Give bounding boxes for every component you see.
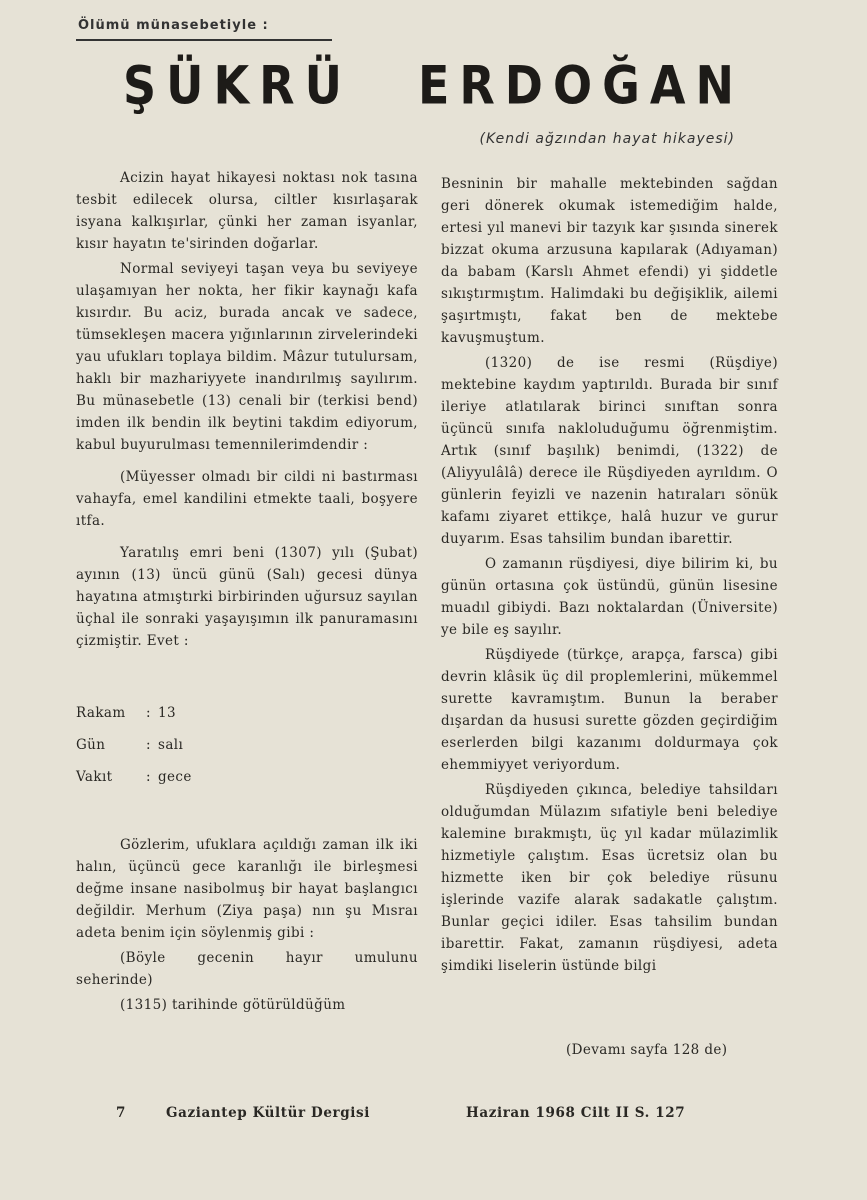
fact-row <box>76 734 418 766</box>
issue-info: Haziran 1968 Cilt II S. 127 <box>466 1105 686 1121</box>
article-subtitle: (Kendi ağzından hayat hikayesi) <box>479 131 735 147</box>
kicker-label: Ölümü münasebetiyle : <box>78 18 269 33</box>
birth-facts <box>76 702 418 798</box>
fact-row <box>76 766 418 798</box>
right-column <box>441 173 778 977</box>
paragraph: Rüşdiyeden çıkınca, belediye tahsildarı olduğumdan Mülazım sıfatiyle beni belediye kalemine bırakmıştı, üç yıl kadar mülazimlik hizmetiyle çalıştım. Esas ücretsiz olan bu hizmette iken bir çok belediye rüsunu işlerinde vazife alarak sadakatle çalıştım. Bunlar geçici idiler. Esas tahsilim bundan ibarettir. Fakat, zamanın rüşdiyesi, adeta şimdiki liselerin üstünde bilgi <box>441 782 778 974</box>
page-number: 7 <box>116 1105 126 1121</box>
paragraph: Gözlerim, ufuklara açıldığı zaman ilk iki halın, üçüncü gece karanlığı ile birleşmesi değme insane nasibolmuş bir hayat başlangıcı değildir. Merhum (Ziya paşa) nın şu Mısraı adeta benim için söylenmiş gibi : <box>76 837 418 941</box>
paragraph: Yaratılış emri beni (1307) yılı (Şubat) ayının (13) üncü günü (Salı) gecesi dünya hayatına atmıştırki birbirinden uğursuz sayılan üçhal ile sonraki yaşayışımın ilk panuramasını çizmiştir. Evet : <box>76 545 418 649</box>
fact-key: Vakıt <box>76 769 113 785</box>
kicker-underline <box>76 39 332 41</box>
poem-quote: (Müyesser olmadı bir cildi ni bastırması vahayfa, emel kandilini etmekte taali, boşyere ıtfa. <box>76 469 418 529</box>
fact-key: Gün <box>76 737 106 753</box>
paragraph: Acizin hayat hikayesi noktası nok tasına tesbit edilecek olursa, ciltler kısırlaşarak isyana kalkışırlar, çünki her zaman isyanlar, kısır hayatın te'sirinden doğarlar. <box>76 170 418 252</box>
continued-note: (Devamı sayfa 128 de) <box>566 1042 728 1058</box>
paragraph: Besninin bir mahalle mektebinden sağdan geri dönerek okumak istemediğim halde, ertesi yıl manevi bir tazyık kar şısında sinerek bizzat okuma arzusuna kapılarak (Adıyaman) da babam (Karslı Ahmet efendi) yi şiddetle sıkıştırmıştım. Halimdaki bu değişiklik, ailemi şaşırtmıştı, fakat ben de mektebe kavuşmuştum. <box>441 176 778 346</box>
left-column <box>76 167 418 1016</box>
article-title: ŞÜKRÜ ERDOĞAN <box>123 53 744 117</box>
fact-separator: : <box>146 737 151 753</box>
fact-row <box>76 702 418 734</box>
paragraph: Normal seviyeyi taşan veya bu seviyeye ulaşamıyan her nokta, her fikir kaynağı kafa kısırdır. Bu aciz, burada ancak ve sadece, tümsekleşen macera yığınlarının zirvelerindeki yau ufukları toplaya bildim. Mâzur tutulursam, haklı bir mazhariyyete inandırılmış sayılırım. Bu münasebetle (13) cenali bir (terkisi bend) imden ilk bendin ilk beytini takdim ediyorum, kabul buyurulması temennilerimdendir : <box>76 261 418 453</box>
fact-value: 13 <box>158 705 176 721</box>
journal-name: Gaziantep Kültür Dergisi <box>166 1105 370 1121</box>
poem-quote: (Böyle gecenin hayır umulunu seherinde) <box>76 950 418 988</box>
paragraph: (1320) de ise resmi (Rüşdiye) mektebine kaydım yaptırıldı. Burada bir sınıf ileriye atlatılarak birinci sınıftan sonra üçüncü sınıfa nakloluduğumu öğrenmiştim. Artık (sınıf başılık) benimdi, (1322) de (Aliyyulâlâ) derece ile Rüşdiyeden ayrıldım. O günlerin feyizli ve nazenin hatıraları sönük kafamı ziyaret ettikçe, halâ huzur ve gurur duyarım. Esas tahsilim bundan ibarettir. <box>441 355 778 547</box>
paragraph: (1315) tarihinde götürüldüğüm <box>120 997 346 1013</box>
fact-separator: : <box>146 705 151 721</box>
fact-value: salı <box>158 737 184 753</box>
fact-separator: : <box>146 769 151 785</box>
paragraph: Rüşdiyede (türkçe, arapça, farsca) gibi devrin klâsik üç dil proplemlerini, mükemmel surette kavramıştım. Bunun la beraber dışardan da hususi surette gözden geçirdiğim eserlerden bilgi kazanımı doldurmaya çok ehemmiyyet veriyordum. <box>441 647 778 773</box>
paragraph: O zamanın rüşdiyesi, diye bilirim ki, bu günün ortasına çok üstündü, günün lisesine muadıl gibiydi. Bazı noktalardan (Üniversite) ye bile eş sayılır. <box>441 556 778 638</box>
fact-key: Rakam <box>76 705 126 721</box>
fact-value: gece <box>158 769 192 785</box>
